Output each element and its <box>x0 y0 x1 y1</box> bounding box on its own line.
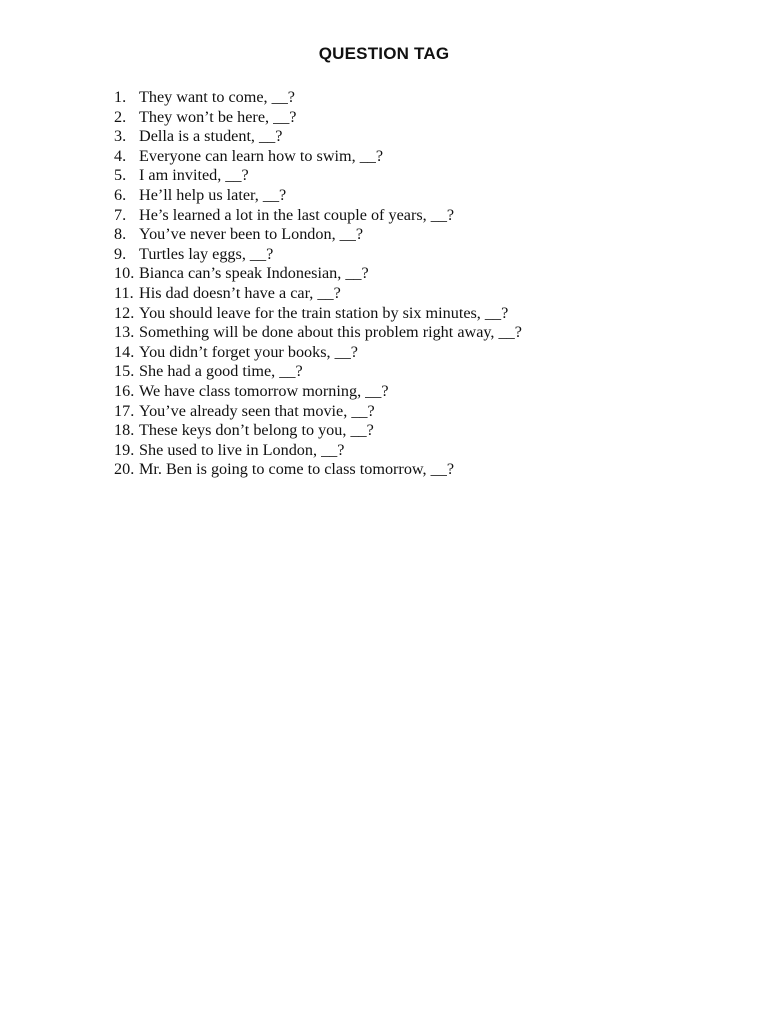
question-text: Bianca can’s speak Indonesian, __? <box>139 264 369 283</box>
question-text: You’ve never been to London, __? <box>139 225 364 244</box>
question-text: I am invited, __? <box>139 166 249 185</box>
question-item-5 <box>114 166 522 186</box>
question-text: She had a good time, __? <box>139 362 303 381</box>
question-number: 18. <box>114 421 135 440</box>
question-item-19 <box>114 441 522 461</box>
question-number: 2. <box>114 107 127 126</box>
question-number: 9. <box>114 244 127 263</box>
question-number: 14. <box>114 342 135 361</box>
question-number: 13. <box>114 323 135 342</box>
question-item-2 <box>114 108 522 128</box>
question-number: 12. <box>114 303 135 322</box>
question-text: He’ll help us later, __? <box>139 185 287 204</box>
question-number: 10. <box>114 264 135 283</box>
question-item-16 <box>114 382 522 402</box>
question-item-9 <box>114 245 522 265</box>
question-item-15 <box>114 362 522 382</box>
question-text: They want to come, __? <box>139 88 295 106</box>
question-number: 8. <box>114 225 127 244</box>
question-item-12 <box>114 304 522 324</box>
question-text: These keys don’t belong to you, __? <box>139 421 374 440</box>
question-item-14 <box>114 343 522 363</box>
question-number: 7. <box>114 205 127 224</box>
question-list <box>114 88 522 480</box>
question-number: 5. <box>114 166 127 185</box>
question-item-17 <box>114 402 522 422</box>
question-text: Everyone can learn how to swim, __? <box>139 146 384 165</box>
question-number: 19. <box>114 440 135 459</box>
question-item-1 <box>114 88 522 108</box>
question-text: His dad doesn’t have a car, __? <box>139 283 341 302</box>
question-item-3 <box>114 127 522 147</box>
question-text: You’ve already seen that movie, __? <box>139 401 375 420</box>
question-item-4 <box>114 147 522 167</box>
question-number: 1. <box>114 88 127 106</box>
question-text: He’s learned a lot in the last couple of years, __? <box>139 205 455 224</box>
question-item-7 <box>114 206 522 226</box>
question-text: Della is a student, __? <box>139 127 283 146</box>
question-text: Something will be done about this problem right away, __? <box>139 323 522 342</box>
page-title: QUESTION TAG <box>318 44 450 63</box>
question-item-6 <box>114 186 522 206</box>
question-item-10 <box>114 264 522 284</box>
question-item-8 <box>114 225 522 245</box>
question-item-13 <box>114 323 522 343</box>
question-text: They won’t be here, __? <box>139 107 297 126</box>
question-text: She used to live in London, __? <box>139 440 345 459</box>
question-number: 15. <box>114 362 135 381</box>
question-text: Turtles lay eggs, __? <box>139 244 274 263</box>
question-text: You should leave for the train station by six minutes, __? <box>139 303 509 322</box>
question-item-18 <box>114 421 522 441</box>
question-number: 17. <box>114 401 135 420</box>
question-number: 6. <box>114 185 127 204</box>
question-item-11 <box>114 284 522 304</box>
question-text: We have class tomorrow morning, __? <box>139 381 389 400</box>
question-number: 11. <box>114 283 134 302</box>
question-text: You didn’t forget your books, __? <box>139 342 358 361</box>
question-item-20 <box>114 460 522 480</box>
question-number: 3. <box>114 127 127 146</box>
question-number: 20. <box>114 460 135 479</box>
question-number: 16. <box>114 381 135 400</box>
question-text: Mr. Ben is going to come to class tomorrow, __? <box>139 460 455 479</box>
question-number: 4. <box>114 146 127 165</box>
